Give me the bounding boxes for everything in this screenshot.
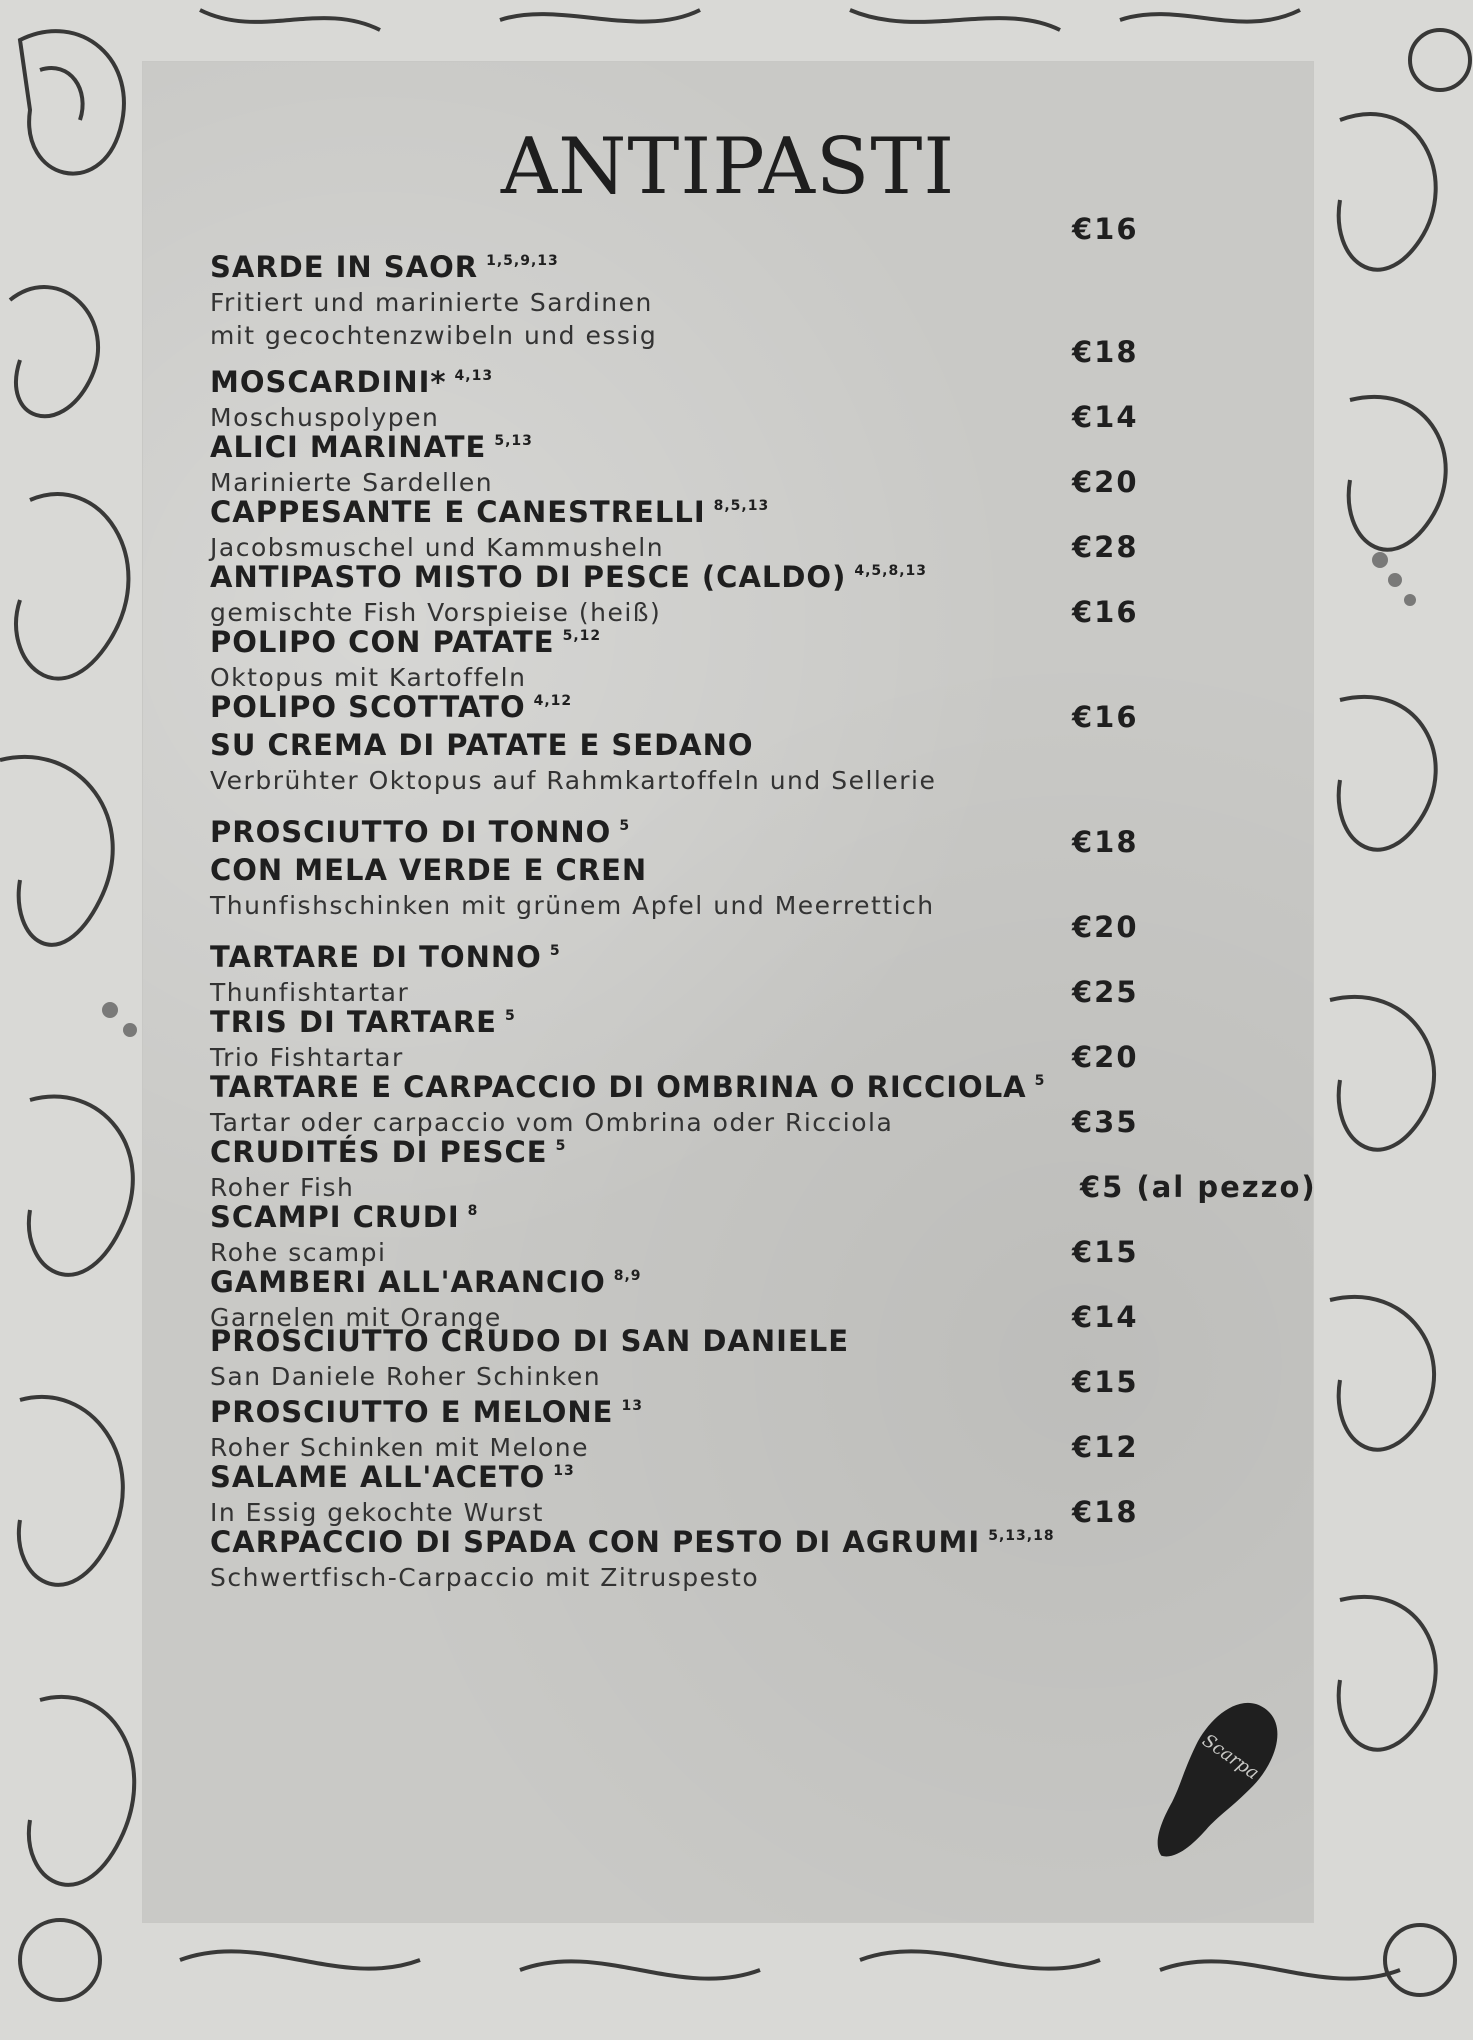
allergen-codes: 5: [504, 1008, 516, 1024]
menu-item-name: PROSCIUTTO CRUDO DI SAN DANIELE: [210, 1324, 850, 1358]
menu-item-description: Verbrühter Oktopus auf Rahmkartoffeln und Sellerie: [210, 766, 937, 795]
menu-item-name: ALICI MARINATE $^{5,13}$: [210, 430, 533, 464]
logo-text: Scarpa: [1198, 1730, 1263, 1784]
menu-item-description: Schwertfisch-Carpaccio mit Zitruspesto: [210, 1563, 760, 1592]
menu-item-description: Oktopus mit Kartoffeln: [210, 663, 527, 692]
allergen-codes: 4,5,8,13: [854, 563, 928, 579]
allergen-codes: 5: [549, 943, 561, 959]
menu-item-description: Trio Fishtartar: [210, 1043, 404, 1072]
menu-item-price: €18: [1072, 1495, 1139, 1529]
menu-item-description: Tartar oder carpaccio vom Ombrina oder Ricciola: [210, 1108, 894, 1137]
menu-item-name: MOSCARDINI* $^{4,13}$: [210, 365, 494, 399]
menu-item-price: €14: [1072, 400, 1139, 434]
allergen-codes: 5: [1034, 1073, 1046, 1089]
allergen-codes: 13: [553, 1463, 575, 1479]
menu-item-description: San Daniele Roher Schinken: [210, 1362, 602, 1391]
menu-items: [210, 212, 1317, 1592]
menu-item-description: Moschuspolypen: [210, 403, 440, 432]
menu-item-price: €16: [1072, 595, 1139, 629]
menu-item-name: TARTARE DI TONNO $^5$: [210, 940, 561, 974]
allergen-codes: 8,9: [613, 1268, 642, 1284]
menu-item-name: POLIPO CON PATATE $^{5,12}$: [210, 625, 602, 659]
menu-item-description: mit gecochtenzwibeln und essig: [210, 321, 658, 350]
menu-item-description: Garnelen mit Orange: [210, 1303, 502, 1332]
menu-item-description: Rohe scampi: [210, 1238, 387, 1267]
menu-item-description: Thunfishtartar: [210, 978, 410, 1007]
menu-item-name: TARTARE E CARPACCIO DI OMBRINA O RICCIOLA $^5$: [210, 1070, 1046, 1104]
menu-item-name-line2: CON MELA VERDE E CREN: [210, 853, 648, 887]
menu-item-name: SARDE IN SAOR $^{1,5,9,13}$: [210, 250, 559, 284]
allergen-codes: 5,12: [562, 628, 602, 644]
menu-item-name: ANTIPASTO MISTO DI PESCE (CALDO) $^{4,5,8,13}$: [210, 560, 928, 594]
menu-item-price: €5 (al pezzo): [1080, 1170, 1317, 1204]
menu-item-description: In Essig gekochte Wurst: [210, 1498, 544, 1527]
menu-item-name: SCAMPI CRUDI $^8$: [210, 1200, 479, 1234]
allergen-codes: 8: [467, 1203, 479, 1219]
menu-item-price: €18: [1072, 825, 1139, 859]
menu-item-description: Thunfishschinken mit grünem Apfel und Meerrettich: [210, 891, 935, 920]
menu-item-name: CRUDITÉS DI PESCE $^5$: [210, 1135, 567, 1169]
menu-item-price: €35: [1072, 1105, 1139, 1139]
menu-item-description: gemischte Fish Vorspieise (heiß): [210, 598, 662, 627]
menu-item-name: POLIPO SCOTTATO $^{4,12}$: [210, 690, 573, 724]
menu-item-name: PROSCIUTTO E MELONE $^{13}$: [210, 1395, 643, 1429]
allergen-codes: 5,13: [494, 433, 533, 449]
menu-item-price: €20: [1072, 910, 1139, 944]
allergen-codes: 4,12: [533, 693, 573, 709]
menu-item-price: €16: [1072, 700, 1139, 734]
allergen-codes: 8,5,13: [713, 498, 770, 514]
menu-item-price: €15: [1072, 1365, 1139, 1399]
menu-item-name: PROSCIUTTO DI TONNO $^5$: [210, 815, 631, 849]
menu-item-price: €14: [1072, 1300, 1139, 1334]
allergen-codes: 13: [621, 1398, 643, 1414]
menu-item-description: Marinierte Sardellen: [210, 468, 494, 497]
menu-item-description: Roher Schinken mit Melone: [210, 1433, 589, 1462]
menu-title: ANTIPASTI: [500, 122, 956, 212]
menu-item-price: €15: [1072, 1235, 1139, 1269]
menu-item-name: GAMBERI ALL'ARANCIO $^{8,9}$: [210, 1265, 642, 1299]
menu-item-price: €16: [1072, 212, 1139, 246]
shoe-sole-logo-icon: [1143, 1682, 1283, 1882]
allergen-codes: 5,13,18: [988, 1528, 1055, 1544]
allergen-codes: 5: [555, 1138, 567, 1154]
menu-item-price: €28: [1072, 530, 1139, 564]
menu-item-name: CAPPESANTE E CANESTRELLI $^{8,5,13}$: [210, 495, 770, 529]
allergen-codes: 1,5,9,13: [486, 253, 559, 269]
menu-item-price: €18: [1072, 335, 1139, 369]
menu-item-name-line2: SU CREMA DI PATATE E SEDANO: [210, 728, 754, 762]
menu-item-description: Roher Fish: [210, 1173, 355, 1202]
menu-item-name: TRIS DI TARTARE $^5$: [210, 1005, 516, 1039]
menu-card: [143, 62, 1317, 1922]
menu-item-price: €20: [1072, 465, 1139, 499]
menu-item-price: €12: [1072, 1430, 1139, 1464]
menu-item-name: CARPACCIO DI SPADA CON PESTO DI AGRUMI $^{5,13,18}$: [210, 1525, 1055, 1559]
menu-item-description: Fritiert und marinierte Sardinen: [210, 288, 653, 317]
allergen-codes: 5: [619, 818, 631, 834]
menu-item: [210, 682, 1300, 807]
allergen-codes: 4,13: [454, 368, 494, 384]
menu-item-description: Jacobsmuschel und Kammusheln: [210, 533, 665, 562]
menu-item-price: €20: [1072, 1040, 1139, 1074]
menu-item-price: €25: [1072, 975, 1139, 1009]
menu-item-name: SALAME ALL'ACETO $^{13}$: [210, 1460, 575, 1494]
